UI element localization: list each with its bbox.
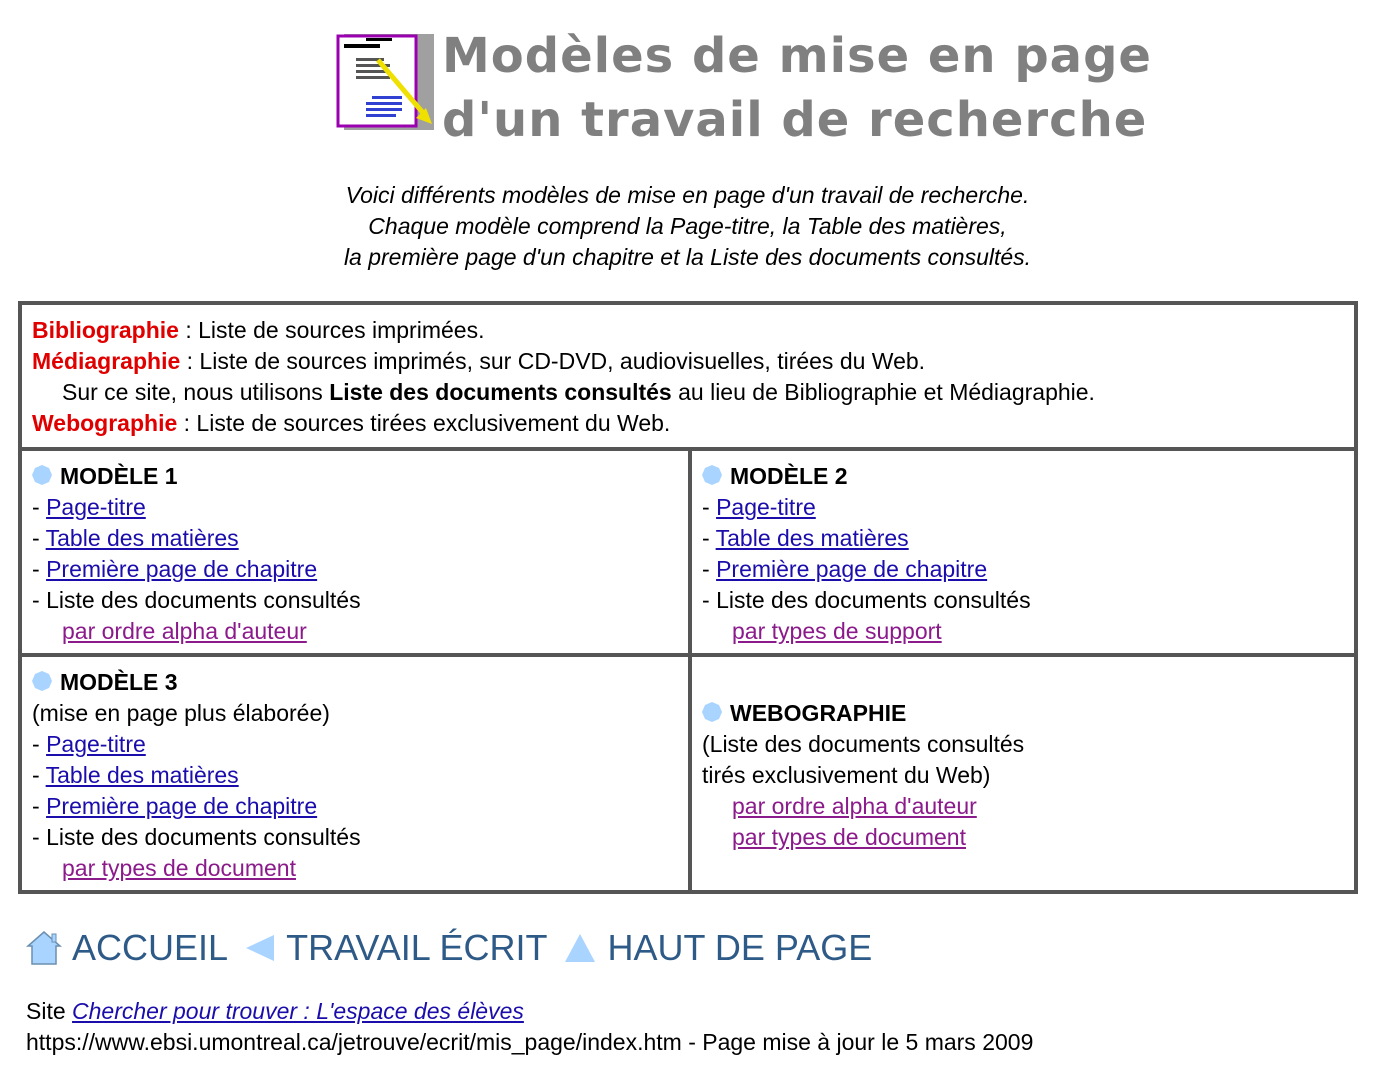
model-2-cell (690, 449, 1356, 655)
model-1-alpha-link[interactable]: par ordre alpha d'auteur (62, 618, 307, 644)
model-3-liste-label: Liste des documents consultés (46, 824, 361, 850)
model-3-document-link[interactable]: par types de document (62, 855, 296, 881)
list-item (32, 492, 678, 523)
intro-line-2: Chaque modèle comprend la Page-titre, la Table des matières, (368, 213, 1007, 239)
webographie-alpha-link[interactable]: par ordre alpha d'auteur (732, 793, 977, 819)
bullet-icon (32, 671, 52, 691)
dash: - (702, 494, 717, 520)
dash: - (32, 793, 47, 819)
definitions-cell (20, 303, 1356, 449)
footer-url-line: https://www.ebsi.umontreal.ca/jetrouve/ecrit/mis_page/index.htm - Page mise à jour le 5 mars 2009 (26, 1029, 1034, 1055)
model-3-heading (32, 667, 678, 698)
term-bibliographie: Bibliographie (32, 317, 179, 343)
list-item (32, 853, 678, 884)
webographie-heading (702, 698, 1344, 729)
dash: - (702, 587, 717, 613)
model-1-liste-label: Liste des documents consultés (46, 587, 361, 613)
webographie-desc-2: tirés exclusivement du Web) (702, 762, 991, 788)
left-arrow-icon[interactable] (244, 933, 276, 963)
definition-text: : Liste de sources tirées exclusivement du Web. (177, 410, 671, 436)
bottom-navigation (26, 925, 878, 975)
model-2-premiere-link[interactable]: Première page de chapitre (716, 556, 988, 582)
model-1-page-titre-link[interactable]: Page-titre (46, 494, 146, 520)
model-1-premiere-link[interactable]: Première page de chapitre (46, 556, 318, 582)
model-1-title: MODÈLE 1 (60, 463, 178, 489)
term-webographie: Webographie (32, 410, 178, 436)
model-3-table-link[interactable]: Table des matières (45, 762, 239, 788)
list-item (32, 760, 678, 791)
webographie-cell (690, 655, 1356, 892)
list-item (702, 585, 1344, 616)
model-1-heading (32, 461, 678, 492)
definition-note (32, 377, 1344, 408)
definition-text: : Liste de sources imprimés, sur CD-DVD, audiovisuelles, tirées du Web. (180, 348, 926, 374)
bullet-icon (702, 465, 722, 485)
intro-text (0, 180, 1375, 273)
page-header (336, 24, 1152, 154)
intro-line-1: Voici différents modèles de mise en page d'un travail de recherche. (345, 182, 1030, 208)
footer-site-link[interactable]: Chercher pour trouver : L'espace des élèves (72, 998, 524, 1024)
model-1-cell (20, 449, 690, 655)
list-item (32, 729, 678, 760)
bullet-icon (702, 702, 722, 722)
model-3-note: (mise en page plus élaborée) (32, 700, 330, 726)
webographie-desc-1: (Liste des documents consultés (702, 731, 1025, 757)
note-text: au lieu de Bibliographie et Médiagraphie. (671, 379, 1095, 405)
up-arrow-icon[interactable] (563, 932, 597, 964)
definition-mediagraphie (32, 346, 1344, 377)
model-2-title: MODÈLE 2 (730, 463, 848, 489)
definition-text: : Liste de sources imprimées. (178, 317, 485, 343)
model-2-liste-label: Liste des documents consultés (716, 587, 1031, 613)
page-title (442, 24, 1152, 152)
definition-bibliographie (32, 315, 1344, 346)
term-mediagraphie: Médiagraphie (32, 348, 181, 374)
list-item (32, 616, 678, 647)
model-1-table-link[interactable]: Table des matières (45, 525, 239, 551)
model-2-page-titre-link[interactable]: Page-titre (716, 494, 816, 520)
page-footer (26, 996, 1033, 1058)
model-3-page-titre-link[interactable]: Page-titre (46, 731, 146, 757)
dash: - (32, 525, 46, 551)
nav-haut-link[interactable]: HAUT DE PAGE (607, 927, 873, 969)
note-text: Sur ce site, nous utilisons (62, 379, 330, 405)
model-2-table-link[interactable]: Table des matières (715, 525, 909, 551)
dash: - (702, 525, 716, 551)
list-item (32, 523, 678, 554)
list-item (32, 822, 678, 853)
nav-travail-link[interactable]: TRAVAIL ÉCRIT (286, 927, 548, 969)
dash: - (32, 824, 47, 850)
intro-line-3: la première page d'un chapitre et la Liste des documents consultés. (343, 244, 1032, 270)
list-item (702, 791, 1344, 822)
nav-accueil-link[interactable]: ACCUEIL (72, 927, 229, 969)
model-2-support-link[interactable]: par types de support (732, 618, 942, 644)
home-icon[interactable] (26, 930, 62, 966)
dash: - (32, 494, 47, 520)
list-item (32, 585, 678, 616)
bullet-icon (32, 465, 52, 485)
list-item (702, 523, 1344, 554)
list-item (702, 616, 1344, 647)
footer-site-prefix: Site (26, 998, 73, 1024)
list-item (32, 554, 678, 585)
model-2-heading (702, 461, 1344, 492)
title-line-1: Modèles de mise en page (442, 28, 1152, 84)
webographie-title: WEBOGRAPHIE (730, 700, 907, 726)
definition-webographie (32, 408, 1344, 439)
model-3-cell (20, 655, 690, 892)
model-3-premiere-link[interactable]: Première page de chapitre (46, 793, 318, 819)
list-item (702, 554, 1344, 585)
note-bold: Liste des documents consultés (329, 379, 672, 405)
title-line-2: d'un travail de recherche (442, 92, 1148, 148)
list-item (702, 492, 1344, 523)
dash: - (32, 731, 47, 757)
models-table (18, 301, 1358, 894)
dash: - (702, 556, 717, 582)
footer-site-line (26, 996, 1033, 1027)
dash: - (32, 587, 47, 613)
document-layout-icon (336, 34, 434, 132)
list-item (702, 822, 1344, 853)
dash: - (32, 556, 47, 582)
model-3-title: MODÈLE 3 (60, 669, 178, 695)
list-item (32, 791, 678, 822)
dash: - (32, 762, 46, 788)
webographie-document-link[interactable]: par types de document (732, 824, 966, 850)
